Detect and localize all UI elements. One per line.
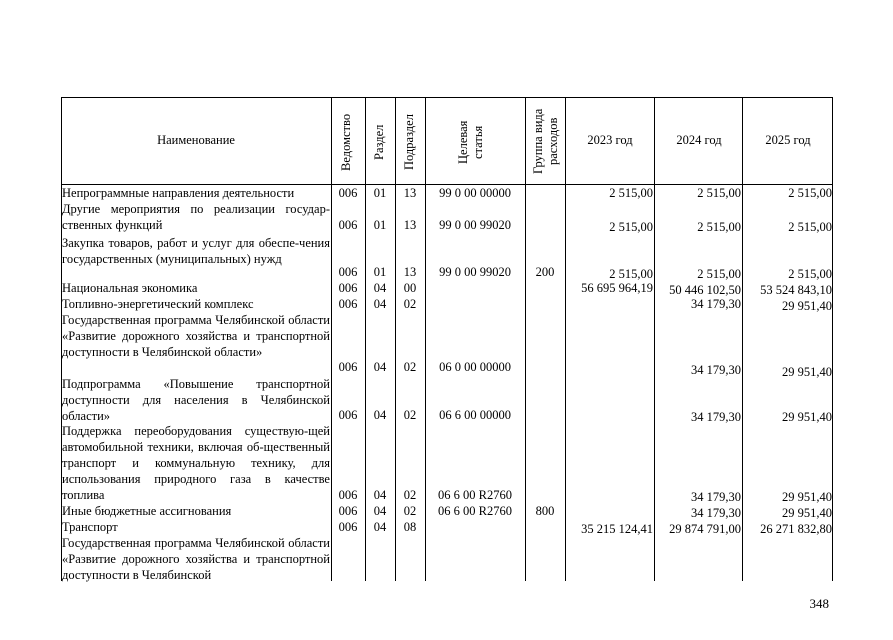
row-2024: 2 515,00: [697, 267, 741, 281]
row-2024: 34 179,30: [691, 410, 741, 424]
row-razdel: 04: [373, 504, 387, 518]
row-celevaya: 99 0 00 00000: [439, 186, 511, 200]
row-name: Государственная программа Челябинской области «Развитие дорожного хозяйства и транспортной доступности в Челябинской: [62, 536, 330, 582]
row-2024: 34 179,30: [691, 363, 741, 377]
row-celevaya: 99 0 00 99020: [439, 265, 511, 279]
row-2023: 35 215 124,41: [581, 522, 653, 536]
row-celevaya: 06 6 00 R2760: [438, 488, 512, 502]
budget-table: [61, 97, 833, 581]
row-2023: 2 515,00: [609, 186, 653, 200]
row-2025: 2 515,00: [788, 186, 832, 200]
row-name: Топливно-энергетический комплекс: [62, 297, 254, 311]
row-name: Транспорт: [62, 520, 118, 534]
row-ved: 006: [338, 281, 358, 295]
row-2025: 29 951,40: [782, 299, 832, 313]
header-gruppa-1: Группа вида: [531, 108, 545, 174]
header-gruppa-2: расходов: [546, 117, 560, 165]
row-podrazdel: 13: [403, 186, 417, 200]
row-2023: 56 695 964,19: [581, 281, 653, 295]
row-celevaya: 06 6 00 R2760: [438, 504, 512, 518]
header-celevaya-1: Целевая: [456, 120, 470, 164]
row-razdel: 04: [373, 360, 387, 374]
row-razdel: 04: [373, 520, 387, 534]
row-2025: 53 524 843,10: [760, 283, 832, 297]
row-ved: 006: [338, 408, 358, 422]
row-podrazdel: 08: [403, 520, 417, 534]
header-name: Наименование: [157, 133, 235, 147]
row-name: Поддержка переоборудования существую-щей автомобильной техники, включая об-щественный транспорт и коммунальную технику, для использования природного газа в качестве топлива: [62, 424, 330, 502]
row-ved: 006: [338, 218, 358, 232]
row-razdel: 01: [373, 218, 387, 232]
row-razdel: 04: [373, 281, 387, 295]
header-2024: 2024 год: [676, 133, 722, 147]
row-2023: 2 515,00: [609, 267, 653, 281]
row-celevaya: 06 0 00 00000: [439, 360, 511, 374]
row-2024: 34 179,30: [691, 506, 741, 520]
header-2023: 2023 год: [587, 133, 633, 147]
row-2025: 29 951,40: [782, 410, 832, 424]
row-2025: 2 515,00: [788, 220, 832, 234]
row-razdel: 04: [373, 297, 387, 311]
row-name: Закупка товаров, работ и услуг для обеспе-чения государственных (муниципальных) нужд: [62, 236, 330, 266]
row-name: Непрограммные направления деятельности: [62, 186, 295, 200]
row-ved: 006: [338, 488, 358, 502]
row-podrazdel: 02: [403, 488, 417, 502]
row-2024: 29 874 791,00: [669, 522, 741, 536]
row-ved: 006: [338, 520, 358, 534]
row-podrazdel: 00: [403, 281, 417, 295]
row-2025: 26 271 832,80: [760, 522, 832, 536]
header-razdel: Раздел: [372, 124, 386, 160]
row-gruppa: 200: [535, 265, 555, 279]
row-name: Государственная программа Челябинской области «Развитие дорожного хозяйства и транспортной доступности в Челябинской области»: [62, 313, 330, 359]
row-ved: 006: [338, 297, 358, 311]
row-ved: 006: [338, 360, 358, 374]
row-2024: 50 446 102,50: [669, 283, 741, 297]
row-ved: 006: [338, 265, 358, 279]
row-2024: 2 515,00: [697, 186, 741, 200]
row-2025: 29 951,40: [782, 506, 832, 520]
row-2023: 2 515,00: [609, 220, 653, 234]
row-2024: 2 515,00: [697, 220, 741, 234]
header-ved: Ведомство: [339, 113, 353, 171]
header-podrazdel: Подраздел: [402, 114, 416, 170]
row-podrazdel: 02: [403, 504, 417, 518]
header-2025: 2025 год: [765, 133, 811, 147]
row-name: Другие мероприятия по реализации государ-ственных функций: [62, 202, 330, 232]
row-2024: 34 179,30: [691, 297, 741, 311]
header-celevaya-2: статья: [471, 125, 485, 159]
row-2024: 34 179,30: [691, 490, 741, 504]
row-celevaya: 06 6 00 00000: [439, 408, 511, 422]
row-2025: 29 951,40: [782, 490, 832, 504]
row-ved: 006: [338, 186, 358, 200]
row-podrazdel: 02: [403, 408, 417, 422]
row-celevaya: 99 0 00 99020: [439, 218, 511, 232]
row-name: Иные бюджетные ассигнования: [62, 504, 232, 518]
row-ved: 006: [338, 504, 358, 518]
row-razdel: 01: [373, 265, 387, 279]
row-razdel: 04: [373, 488, 387, 502]
row-razdel: 01: [373, 186, 387, 200]
row-name: Национальная экономика: [62, 281, 198, 295]
row-razdel: 04: [373, 408, 387, 422]
row-gruppa: 800: [535, 504, 555, 518]
page-number: 348: [809, 596, 829, 611]
row-podrazdel: 02: [403, 297, 417, 311]
row-name: Подпрограмма «Повышение транспортной доступности для населения в Челябинской области»: [62, 377, 330, 423]
row-2025: 29 951,40: [782, 365, 832, 379]
row-2025: 2 515,00: [788, 267, 832, 281]
row-podrazdel: 13: [403, 265, 417, 279]
row-podrazdel: 13: [403, 218, 417, 232]
row-podrazdel: 02: [403, 360, 417, 374]
